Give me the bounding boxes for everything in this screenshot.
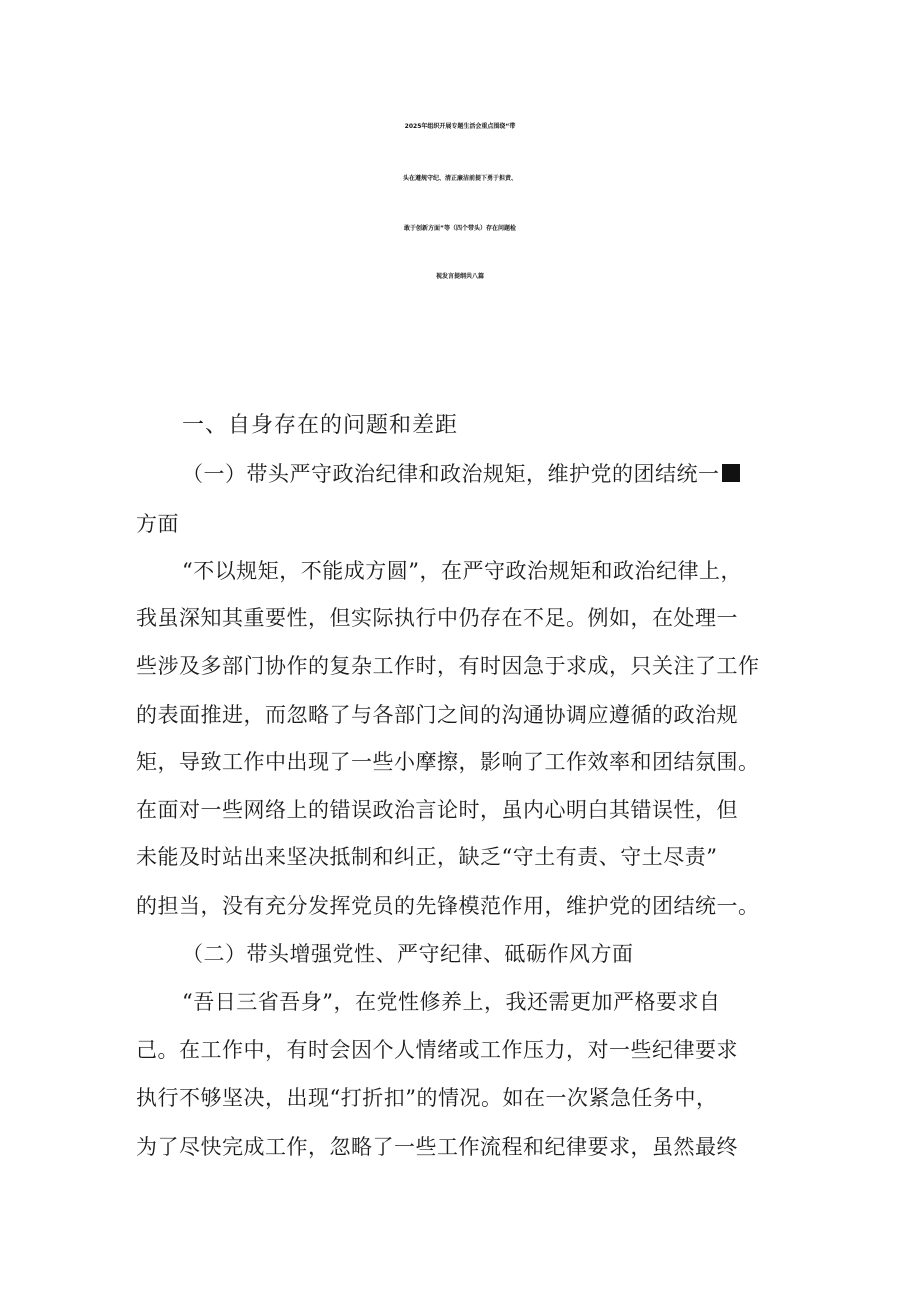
paragraph-1-line: 的表面推进，而忽略了与各部门之间的沟通协调应遵循的政治规 xyxy=(136,703,738,727)
paragraph-1-line: 在面对一些网络上的错误政治言论时，虽内心明白其错误性，但 xyxy=(136,798,738,822)
paragraph-2-line: 为了尽快完成工作，忽略了一些工作流程和纪律要求，虽然最终 xyxy=(136,1135,738,1159)
subsection-1-heading xyxy=(182,458,740,488)
paragraph-1-line: “不以规矩，不能成方圆”，在严守政治规矩和政治纪律上， xyxy=(182,559,742,583)
subsection-2-heading: （二）带头增强党性、严守纪律、砥砺作风方面 xyxy=(182,942,634,966)
paragraph-1-line: 些涉及多部门协作的复杂工作时，有时因急于求成，只关注了工作 xyxy=(136,654,760,678)
document-title-line-3: 敢于创新方面”等（四个带头）存在问题检 xyxy=(404,225,516,232)
document-title-line-1: 2025年组织开展专题生活会重点围绕“带 xyxy=(404,123,516,130)
document-title-line-2: 头在遵规守纪、清正廉洁前提下勇于担责、 xyxy=(402,175,517,182)
section-heading: 一、自身存在的问题和差距 xyxy=(182,413,459,438)
black-square-icon xyxy=(722,464,740,482)
paragraph-2-line: 己。在工作中，有时会因个人情绪或工作压力，对一些纪律要求 xyxy=(136,1038,738,1062)
subsection-1-heading-text: （一）带头严守政治纪律和政治规矩，维护党的团结统一 xyxy=(182,462,720,486)
paragraph-1-line: 矩，导致工作中出现了一些小摩擦，影响了工作效率和团结氛围。 xyxy=(136,750,760,774)
document-title-line-4: 视发言提纲共八篇 xyxy=(435,273,484,280)
paragraph-1-line: 我虽深知其重要性，但实际执行中仍存在不足。例如，在处理一 xyxy=(136,606,738,630)
paragraph-1-line: 未能及时站出来坚决抵制和纠正，缺乏“守土有责、守土尽责” xyxy=(136,845,718,869)
paragraph-2-line: 执行不够坚决，出现“打折扣”的情况。如在一次紧急任务中， xyxy=(136,1086,718,1110)
paragraph-1-line: 的担当，没有充分发挥党员的先锋模范作用，维护党的团结统一。 xyxy=(136,894,760,918)
subsection-1-heading-continued: 方面 xyxy=(136,512,179,536)
paragraph-2-line: “吾日三省吾身”，在党性修养上，我还需更加严格要求自 xyxy=(182,990,721,1014)
